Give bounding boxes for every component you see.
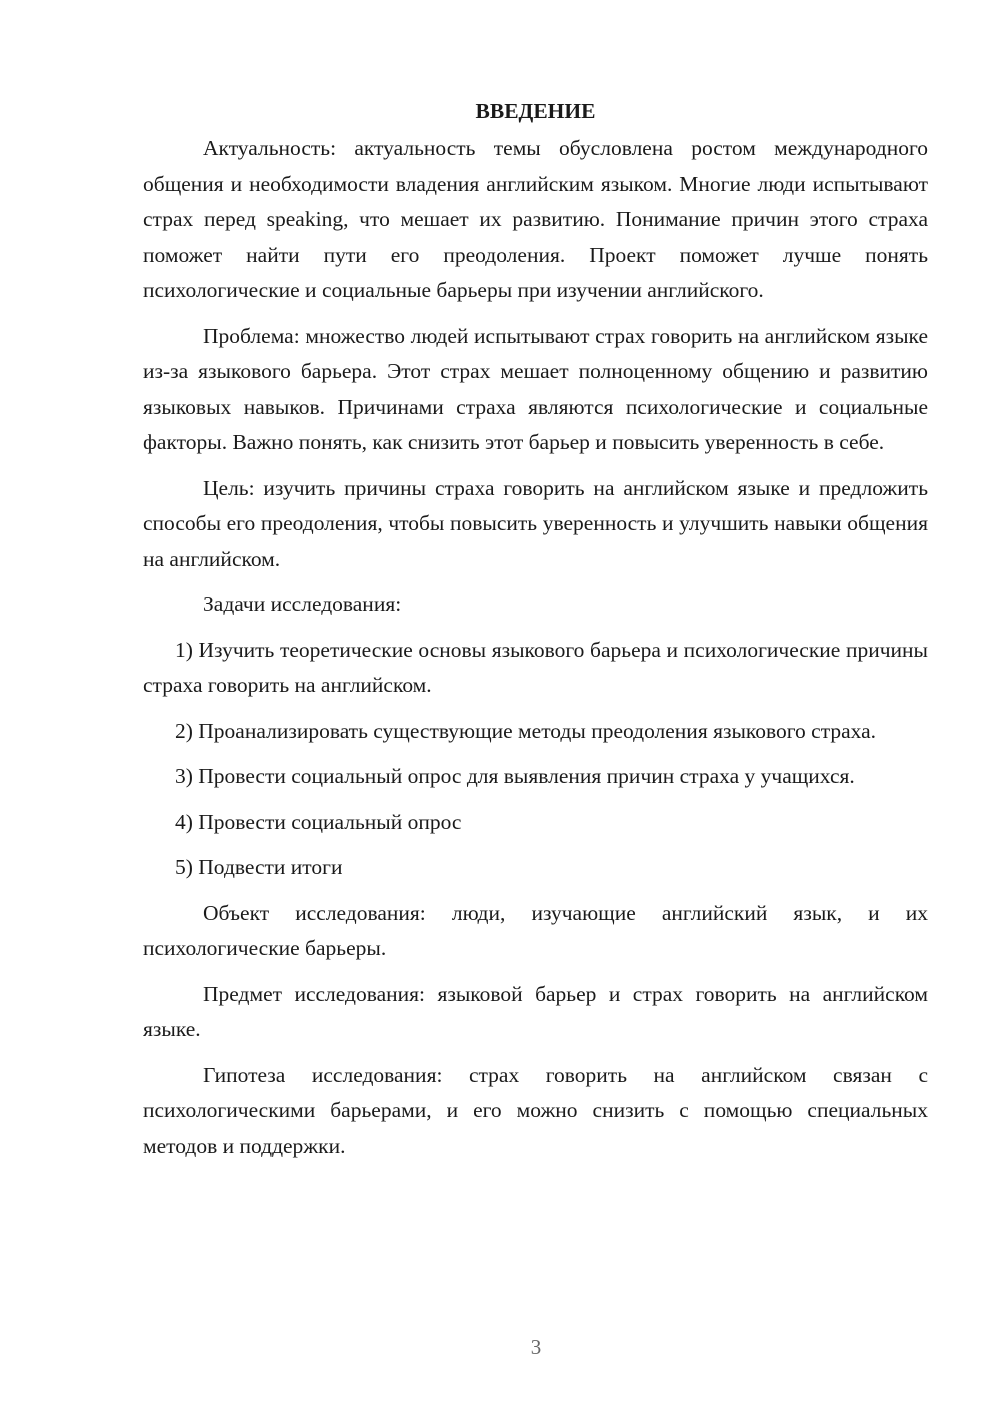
task-item-4: 4) Провести социальный опрос [175, 809, 462, 834]
task-item-2: 2) Проанализировать существующие методы преодоления языкового страха. [175, 718, 877, 743]
paragraph-tasks-heading: Задачи исследования: [203, 592, 402, 616]
page-content [143, 96, 928, 1174]
page-number: 3 [530, 1335, 542, 1359]
task-item-5: 5) Подвести итоги [175, 855, 343, 879]
paragraph-subject: Предмет исследования: языковой барьер и страх говорить на английском языке. [143, 981, 928, 1041]
task-item-1: 1) Изучить теоретические основы языкового барьера и психологические причины страха говорить на английском. [143, 637, 928, 697]
paragraph-relevance: Актуальность: актуальность темы обусловлена ростом международного общения и необходимости владения английским языком. Многие люди испытывают страх перед speaking, что мешает их развитию. Понимание причин этого страха поможет найти пути его преодоления. Проект поможет лучше понять психологические и социальные барьеры при изучении английского. [143, 136, 928, 302]
paragraph-problem: Проблема: множество людей испытывают страх говорить на английском языке из-за языкового барьера. Этот страх мешает полноценному общению и развитию языковых навыков. Причинами страха являются психологические и социальные факторы. Важно понять, как снизить этот барьер и повысить уверенность в себе. [143, 323, 928, 454]
page-title: ВВЕДЕНИЕ [475, 99, 596, 123]
paragraph-object: Объект исследования: люди, изучающие английский язык, и их психологические барьеры. [143, 900, 928, 960]
task-item-3: 3) Провести социальный опрос для выявления причин страха у учащихся. [175, 764, 855, 788]
paragraph-hypothesis: Гипотеза исследования: страх говорить на английском связан с психологическими барьерами, и его можно снизить с помощью специальных методов и поддержки. [143, 1062, 928, 1158]
paragraph-goal: Цель: изучить причины страха говорить на английском языке и предложить способы его преодоления, чтобы повысить уверенность и улучшить навыки общения на английском. [143, 475, 928, 571]
